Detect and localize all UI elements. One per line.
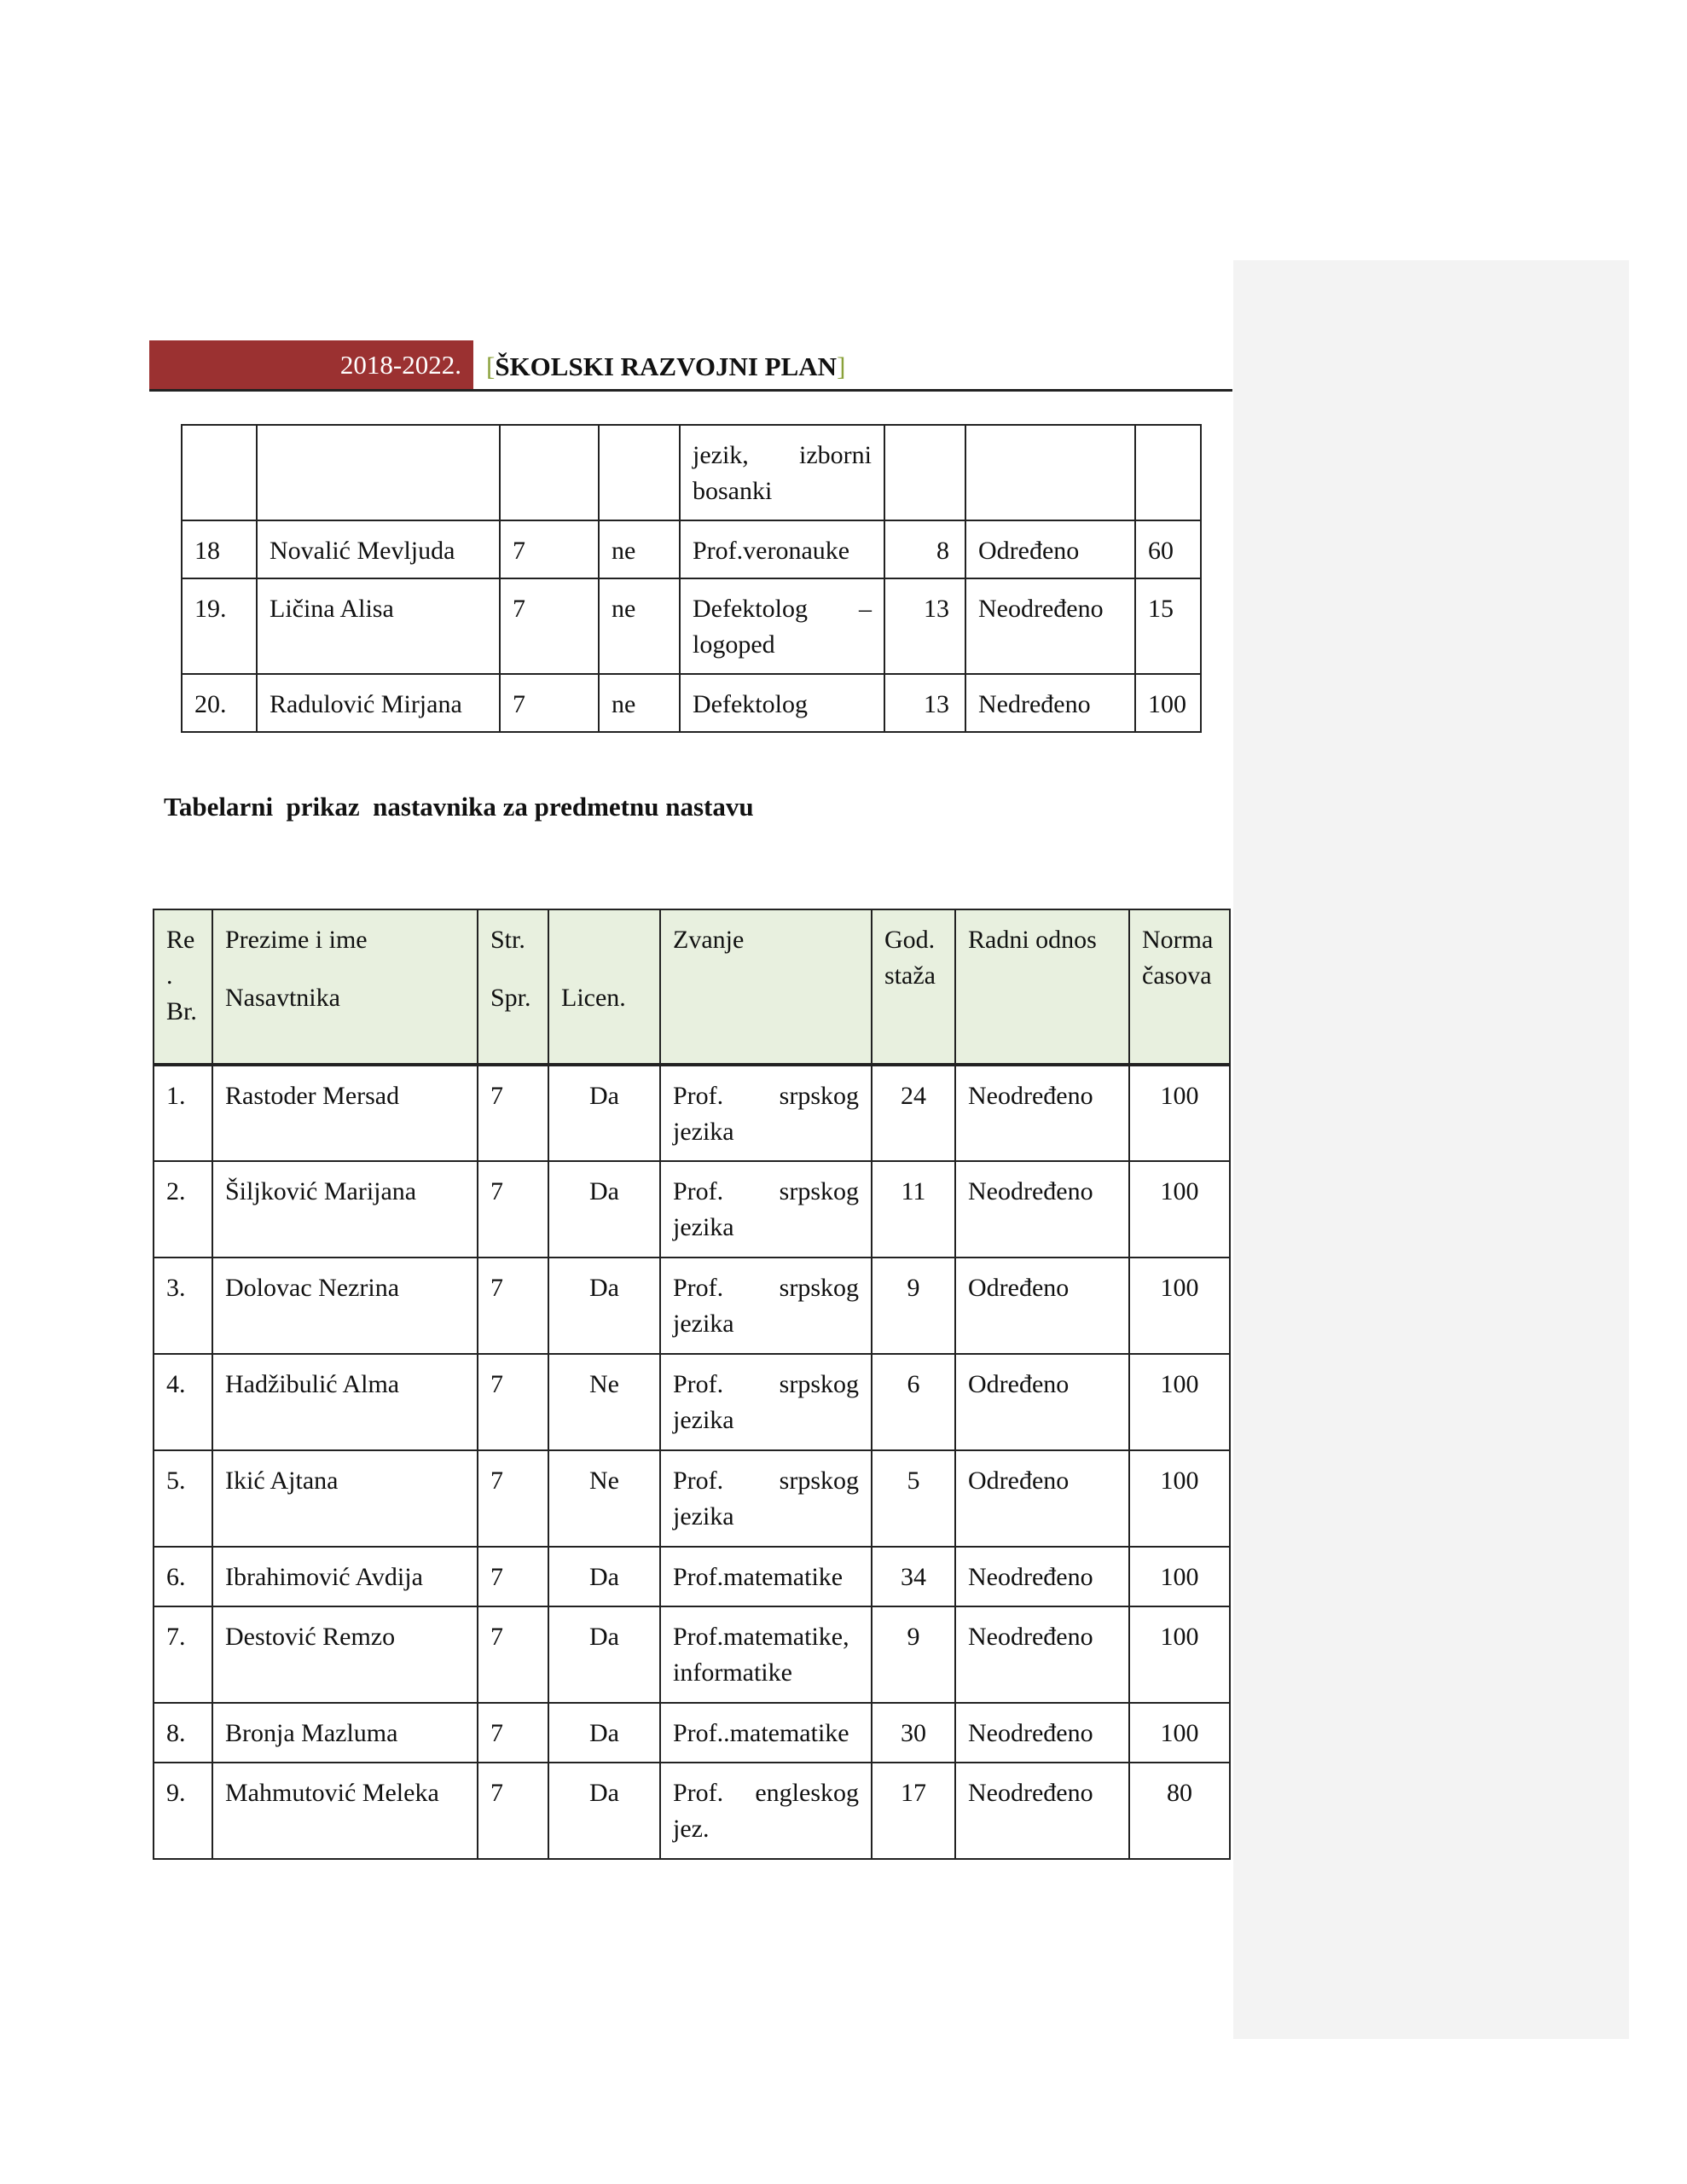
cell-years: 8 — [884, 520, 965, 578]
table-row — [154, 1161, 1230, 1258]
cell-spr: 7 — [478, 1703, 548, 1763]
cell-years: 9 — [872, 1258, 955, 1354]
table-row — [154, 1065, 1230, 1161]
cell-name: Ikić Ajtana — [212, 1450, 478, 1547]
cell-spr: 7 — [478, 1354, 548, 1450]
cell-employment: Neodređeno — [955, 1547, 1129, 1606]
header-norm: Norma časova — [1129, 909, 1230, 1065]
cell-title: Prof.matematike — [660, 1547, 872, 1606]
header-no-line2: . — [166, 961, 173, 990]
cell-employment: Neodređeno — [955, 1763, 1129, 1859]
cell-license: Da — [548, 1065, 660, 1161]
cell-title: Defektolog – logoped — [680, 578, 884, 674]
cell-no: 9. — [154, 1763, 212, 1859]
cell-norm: 15 — [1135, 578, 1201, 674]
cell-no: 20. — [182, 674, 257, 732]
table-row — [154, 1354, 1230, 1450]
cell-license: Ne — [548, 1450, 660, 1547]
cell-name: Šiljković Marijana — [212, 1161, 478, 1258]
section-title: Tabelarni prikaz nastavnika za predmetnu nastavu — [164, 792, 754, 822]
cell-title: Defektolog — [680, 674, 884, 732]
cell-name: Hadžibulić Alma — [212, 1354, 478, 1450]
header-spr-line1: Str. — [490, 926, 525, 954]
header-no — [154, 909, 212, 1065]
cell-name: Mahmutović Meleka — [212, 1763, 478, 1859]
cell-title: jezik, izborni bosanki — [680, 425, 884, 520]
cell-license: Da — [548, 1258, 660, 1354]
header-rule — [149, 389, 1232, 392]
table-row — [182, 674, 1201, 732]
cell-title: Prof.veronauke — [680, 520, 884, 578]
cell-norm: 100 — [1129, 1161, 1230, 1258]
cell-norm: 80 — [1129, 1763, 1230, 1859]
table-row — [154, 1547, 1230, 1606]
table-row — [182, 578, 1201, 674]
cell-license: ne — [599, 674, 680, 732]
cell-employment: Neodređeno — [955, 1606, 1129, 1703]
header-spr — [478, 909, 548, 1065]
cell-no: 2. — [154, 1161, 212, 1258]
cell-spr: 7 — [500, 520, 599, 578]
cell-license: Ne — [548, 1354, 660, 1450]
cell-years: 30 — [872, 1703, 955, 1763]
cell-title: Prof. engleskog jez. — [660, 1763, 872, 1859]
cell-no — [182, 425, 257, 520]
cell-license: Da — [548, 1161, 660, 1258]
cell-license: ne — [599, 520, 680, 578]
cell-norm: 100 — [1129, 1547, 1230, 1606]
cell-title: Prof. srpskog jezika — [660, 1450, 872, 1547]
cell-license: Da — [548, 1763, 660, 1859]
comment-pane — [1233, 260, 1629, 2039]
cell-spr: 7 — [478, 1065, 548, 1161]
cell-license: Da — [548, 1606, 660, 1703]
cell-employment: Određeno — [965, 520, 1135, 578]
table-header-row — [154, 909, 1230, 1065]
cell-employment: Određeno — [955, 1258, 1129, 1354]
cell-title: Prof. srpskog jezika — [660, 1258, 872, 1354]
cell-name: Novalić Mevljuda — [257, 520, 500, 578]
header-title-block — [486, 346, 845, 387]
cell-no: 3. — [154, 1258, 212, 1354]
cell-years: 13 — [884, 674, 965, 732]
cell-name: Radulović Mirjana — [257, 674, 500, 732]
cell-years: 6 — [872, 1354, 955, 1450]
header-no-line3: Br. — [166, 997, 197, 1025]
cell-no: 18 — [182, 520, 257, 578]
table-row — [154, 1450, 1230, 1547]
table-row — [182, 520, 1201, 578]
cell-norm: 100 — [1129, 1258, 1230, 1354]
cell-name: Ibrahimović Avdija — [212, 1547, 478, 1606]
cell-employment: Određeno — [955, 1450, 1129, 1547]
cell-title: Prof..matematike — [660, 1703, 872, 1763]
header-license-label: Licen. — [561, 984, 626, 1012]
cell-years: 24 — [872, 1065, 955, 1161]
cell-license: ne — [599, 578, 680, 674]
table-row — [154, 1703, 1230, 1763]
cell-years: 34 — [872, 1547, 955, 1606]
cell-employment: Nedređeno — [965, 674, 1135, 732]
header-license — [548, 909, 660, 1065]
cell-name: Dolovac Nezrina — [212, 1258, 478, 1354]
cell-title: Prof. srpskog jezika — [660, 1065, 872, 1161]
cell-norm: 100 — [1129, 1703, 1230, 1763]
cell-title: Prof. srpskog jezika — [660, 1354, 872, 1450]
header-spr-line2: Spr. — [490, 984, 531, 1012]
cell-years: 5 — [872, 1450, 955, 1547]
header-year-range: 2018-2022. — [149, 340, 473, 390]
cell-spr: 7 — [478, 1547, 548, 1606]
header-name-line2: Nasavtnika — [225, 984, 340, 1012]
cell-no: 4. — [154, 1354, 212, 1450]
cell-spr — [500, 425, 599, 520]
header-employment: Radni odnos — [955, 909, 1129, 1065]
subject-teachers-table — [153, 909, 1231, 1860]
cell-no: 6. — [154, 1547, 212, 1606]
cell-license: Da — [548, 1547, 660, 1606]
cell-norm: 100 — [1129, 1065, 1230, 1161]
cell-spr: 7 — [500, 674, 599, 732]
cell-spr: 7 — [478, 1161, 548, 1258]
cell-name: Bronja Mazluma — [212, 1703, 478, 1763]
cell-spr: 7 — [478, 1606, 548, 1703]
cell-norm — [1135, 425, 1201, 520]
cell-name: Destović Remzo — [212, 1606, 478, 1703]
continued-teacher-table — [181, 424, 1202, 733]
cell-title: Prof.matematike, informatike — [660, 1606, 872, 1703]
cell-spr: 7 — [478, 1450, 548, 1547]
cell-name: Rastoder Mersad — [212, 1065, 478, 1161]
table-row — [154, 1763, 1230, 1859]
cell-no: 5. — [154, 1450, 212, 1547]
cell-norm: 100 — [1129, 1606, 1230, 1703]
header-title: ŠKOLSKI RAZVOJNI PLAN — [495, 351, 838, 381]
header-title: Zvanje — [660, 909, 872, 1065]
cell-norm: 100 — [1135, 674, 1201, 732]
cell-spr: 7 — [478, 1258, 548, 1354]
header-name-line1: Prezime i ime — [225, 926, 368, 954]
table-row — [182, 425, 1201, 520]
cell-years: 11 — [872, 1161, 955, 1258]
cell-no: 8. — [154, 1703, 212, 1763]
cell-employment: Određeno — [955, 1354, 1129, 1450]
header-bracket-close: ] — [837, 351, 846, 381]
cell-norm: 100 — [1129, 1354, 1230, 1450]
cell-years — [884, 425, 965, 520]
table-row — [154, 1258, 1230, 1354]
header-bracket-open: [ — [486, 351, 496, 381]
cell-employment — [965, 425, 1135, 520]
cell-employment: Neodređeno — [955, 1065, 1129, 1161]
cell-name: Ličina Alisa — [257, 578, 500, 674]
cell-license — [599, 425, 680, 520]
cell-years: 13 — [884, 578, 965, 674]
cell-employment: Neodređeno — [955, 1703, 1129, 1763]
cell-spr: 7 — [478, 1763, 548, 1859]
header-name — [212, 909, 478, 1065]
cell-norm: 60 — [1135, 520, 1201, 578]
header-no-line1: Re — [166, 926, 195, 954]
cell-norm: 100 — [1129, 1450, 1230, 1547]
table-row — [154, 1606, 1230, 1703]
cell-years: 9 — [872, 1606, 955, 1703]
cell-spr: 7 — [500, 578, 599, 674]
cell-employment: Neodređeno — [955, 1161, 1129, 1258]
cell-title: Prof. srpskog jezika — [660, 1161, 872, 1258]
cell-no: 7. — [154, 1606, 212, 1703]
cell-no: 19. — [182, 578, 257, 674]
cell-employment: Neodređeno — [965, 578, 1135, 674]
cell-no: 1. — [154, 1065, 212, 1161]
cell-name — [257, 425, 500, 520]
cell-years: 17 — [872, 1763, 955, 1859]
cell-license: Da — [548, 1703, 660, 1763]
header-years: God. staža — [872, 909, 955, 1065]
